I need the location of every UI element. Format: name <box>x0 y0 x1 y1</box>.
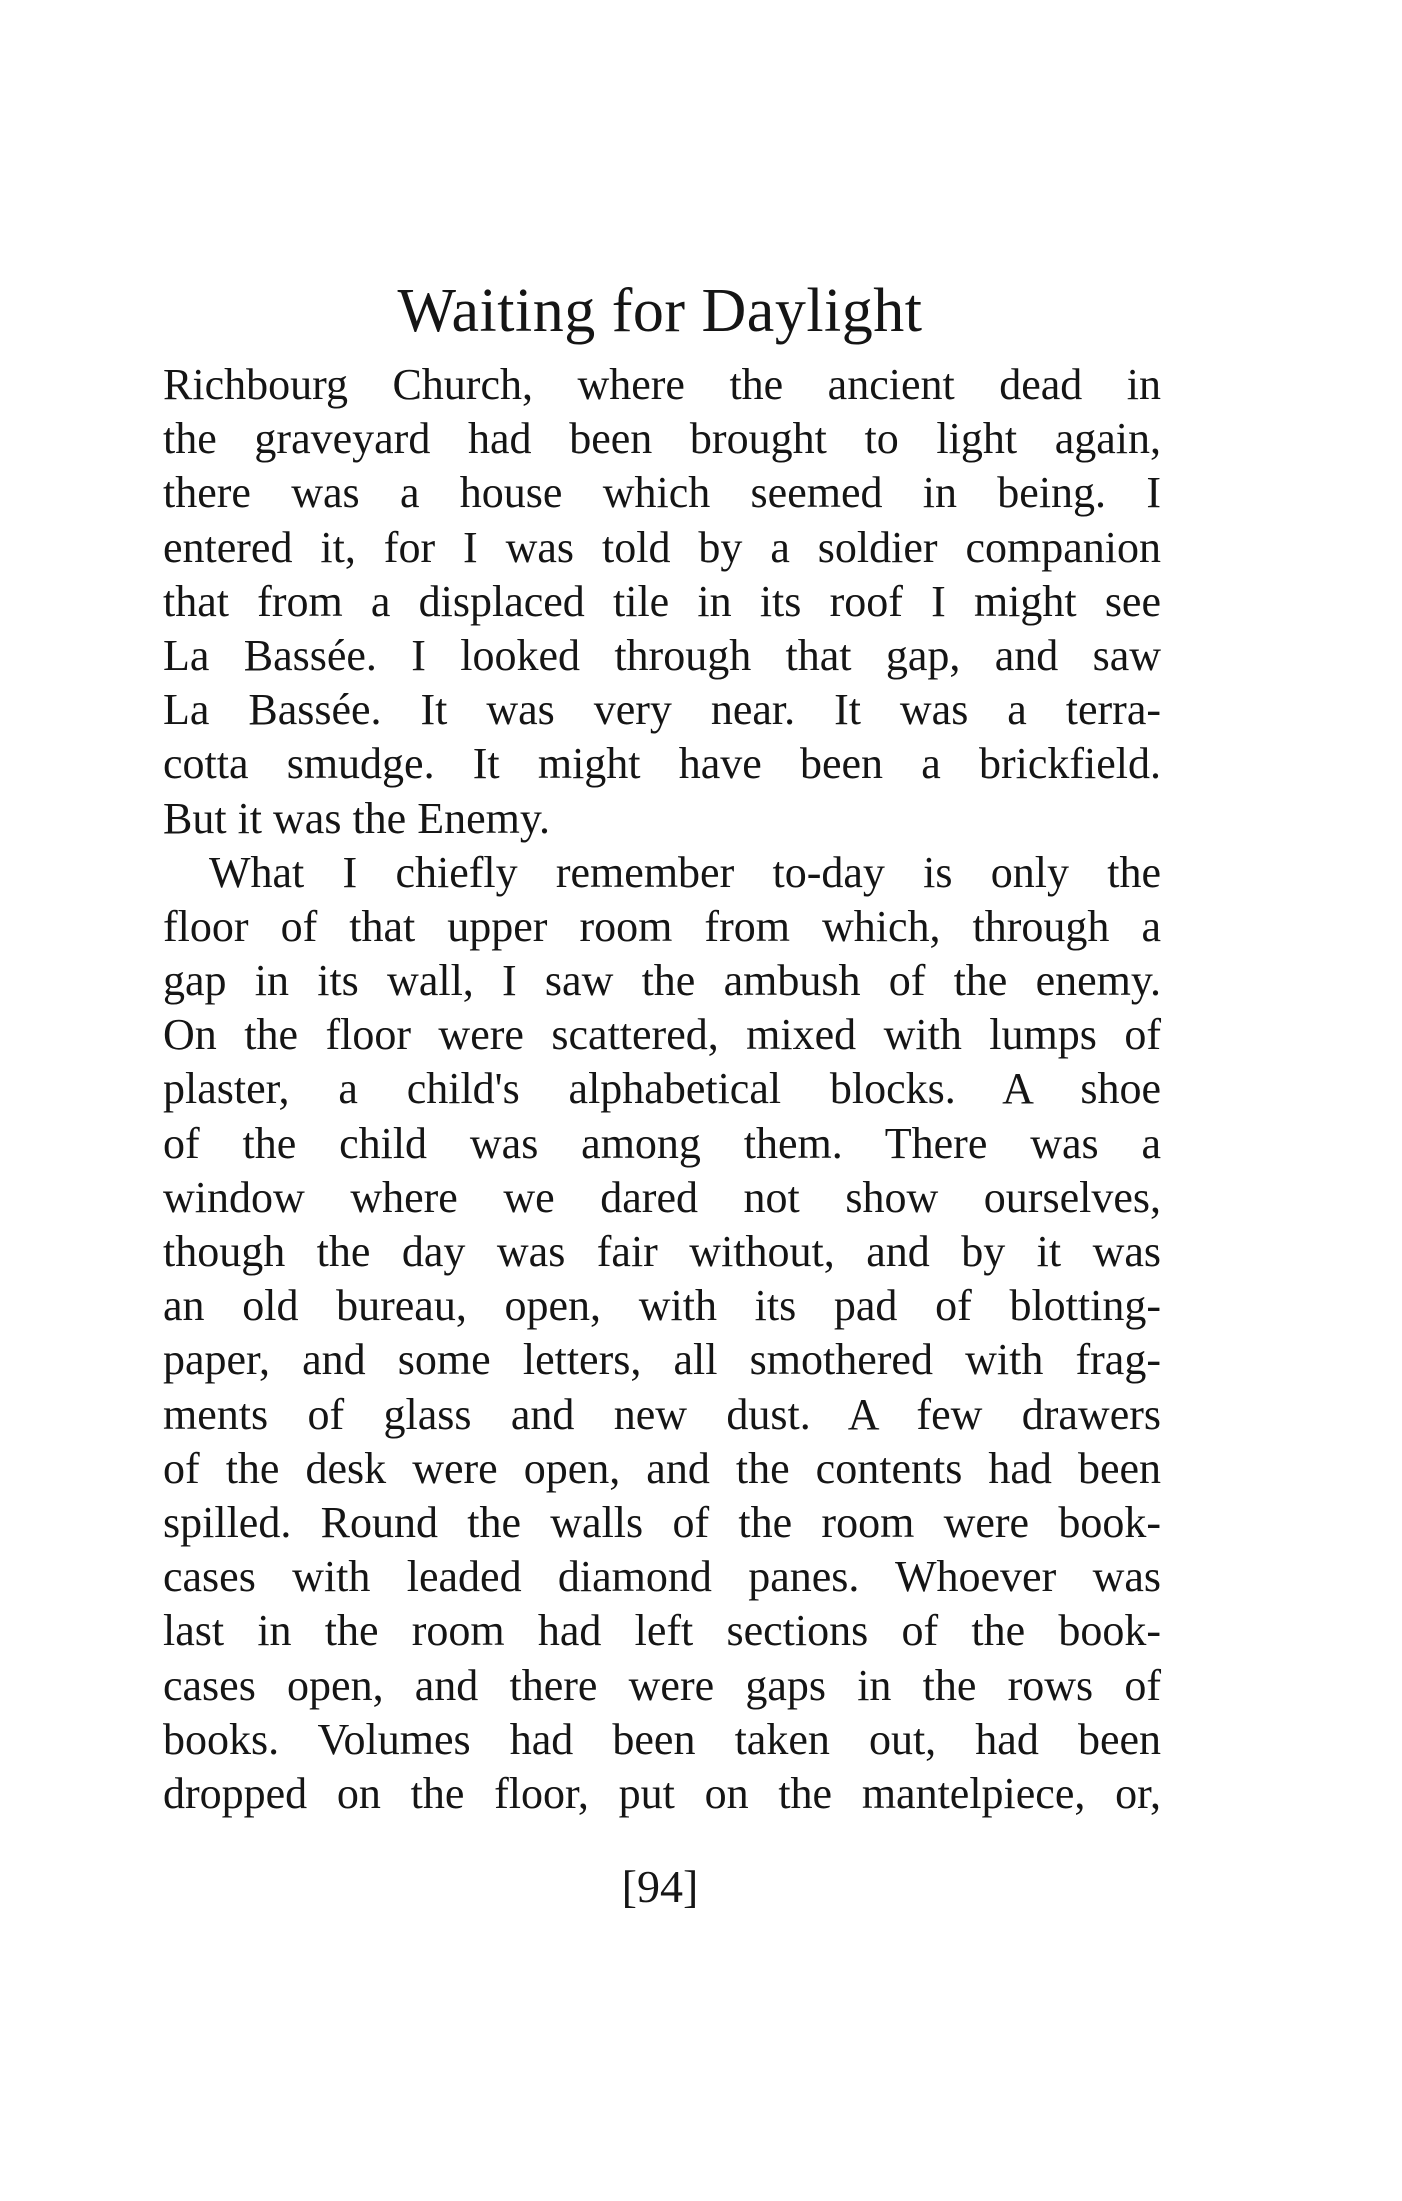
text-line: of the desk were open, and the contents had been <box>163 1443 1161 1493</box>
text-line: cases with leaded diamond panes. Whoever was <box>163 1552 1161 1602</box>
text-line: La Bassée. It was very near. It was a terra- <box>163 685 1161 735</box>
body-text <box>163 358 1161 1821</box>
text-line: Richbourg Church, where the ancient dead in <box>163 360 1161 409</box>
text-line: that from a displaced tile in its roof I might see <box>163 576 1161 626</box>
text-line: an old bureau, open, with its pad of blotting- <box>163 1281 1161 1331</box>
text-line: cases open, and there were gaps in the rows of <box>163 1660 1161 1710</box>
text-line: What I chiefly remember to-day is only the <box>209 847 1161 897</box>
text-line: books. Volumes had been taken out, had been <box>163 1714 1161 1764</box>
text-line: ments of glass and new dust. A few drawers <box>163 1389 1161 1439</box>
text-line: plaster, a child's alphabetical blocks. A shoe <box>163 1064 1161 1114</box>
text-line: On the floor were scattered, mixed with lumps of <box>163 1010 1161 1060</box>
text-line: there was a house which seemed in being. I <box>163 468 1161 518</box>
text-line: spilled. Round the walls of the room were book- <box>163 1497 1161 1547</box>
text-line: But it was the Enemy. <box>163 793 550 843</box>
running-head: Waiting for Daylight <box>397 277 923 345</box>
text-line: cotta smudge. It might have been a brickfield. <box>163 739 1161 789</box>
text-line: dropped on the floor, put on the mantelpiece, or, <box>163 1768 1161 1818</box>
text-line: last in the room had left sections of the book- <box>163 1606 1161 1656</box>
text-line: window where we dared not show ourselves, <box>163 1172 1161 1222</box>
text-line: floor of that upper room from which, through a <box>163 901 1161 951</box>
text-line: paper, and some letters, all smothered with frag- <box>163 1335 1161 1385</box>
text-line: gap in its wall, I saw the ambush of the enemy. <box>163 956 1161 1006</box>
text-line: La Bassée. I looked through that gap, and saw <box>163 630 1161 680</box>
page-number: [94] <box>621 1861 699 1912</box>
text-line: of the child was among them. There was a <box>163 1118 1161 1168</box>
text-line: though the day was fair without, and by it was <box>163 1227 1161 1276</box>
text-line: entered it, for I was told by a soldier companion <box>163 522 1161 572</box>
text-line: the graveyard had been brought to light again, <box>163 414 1161 464</box>
